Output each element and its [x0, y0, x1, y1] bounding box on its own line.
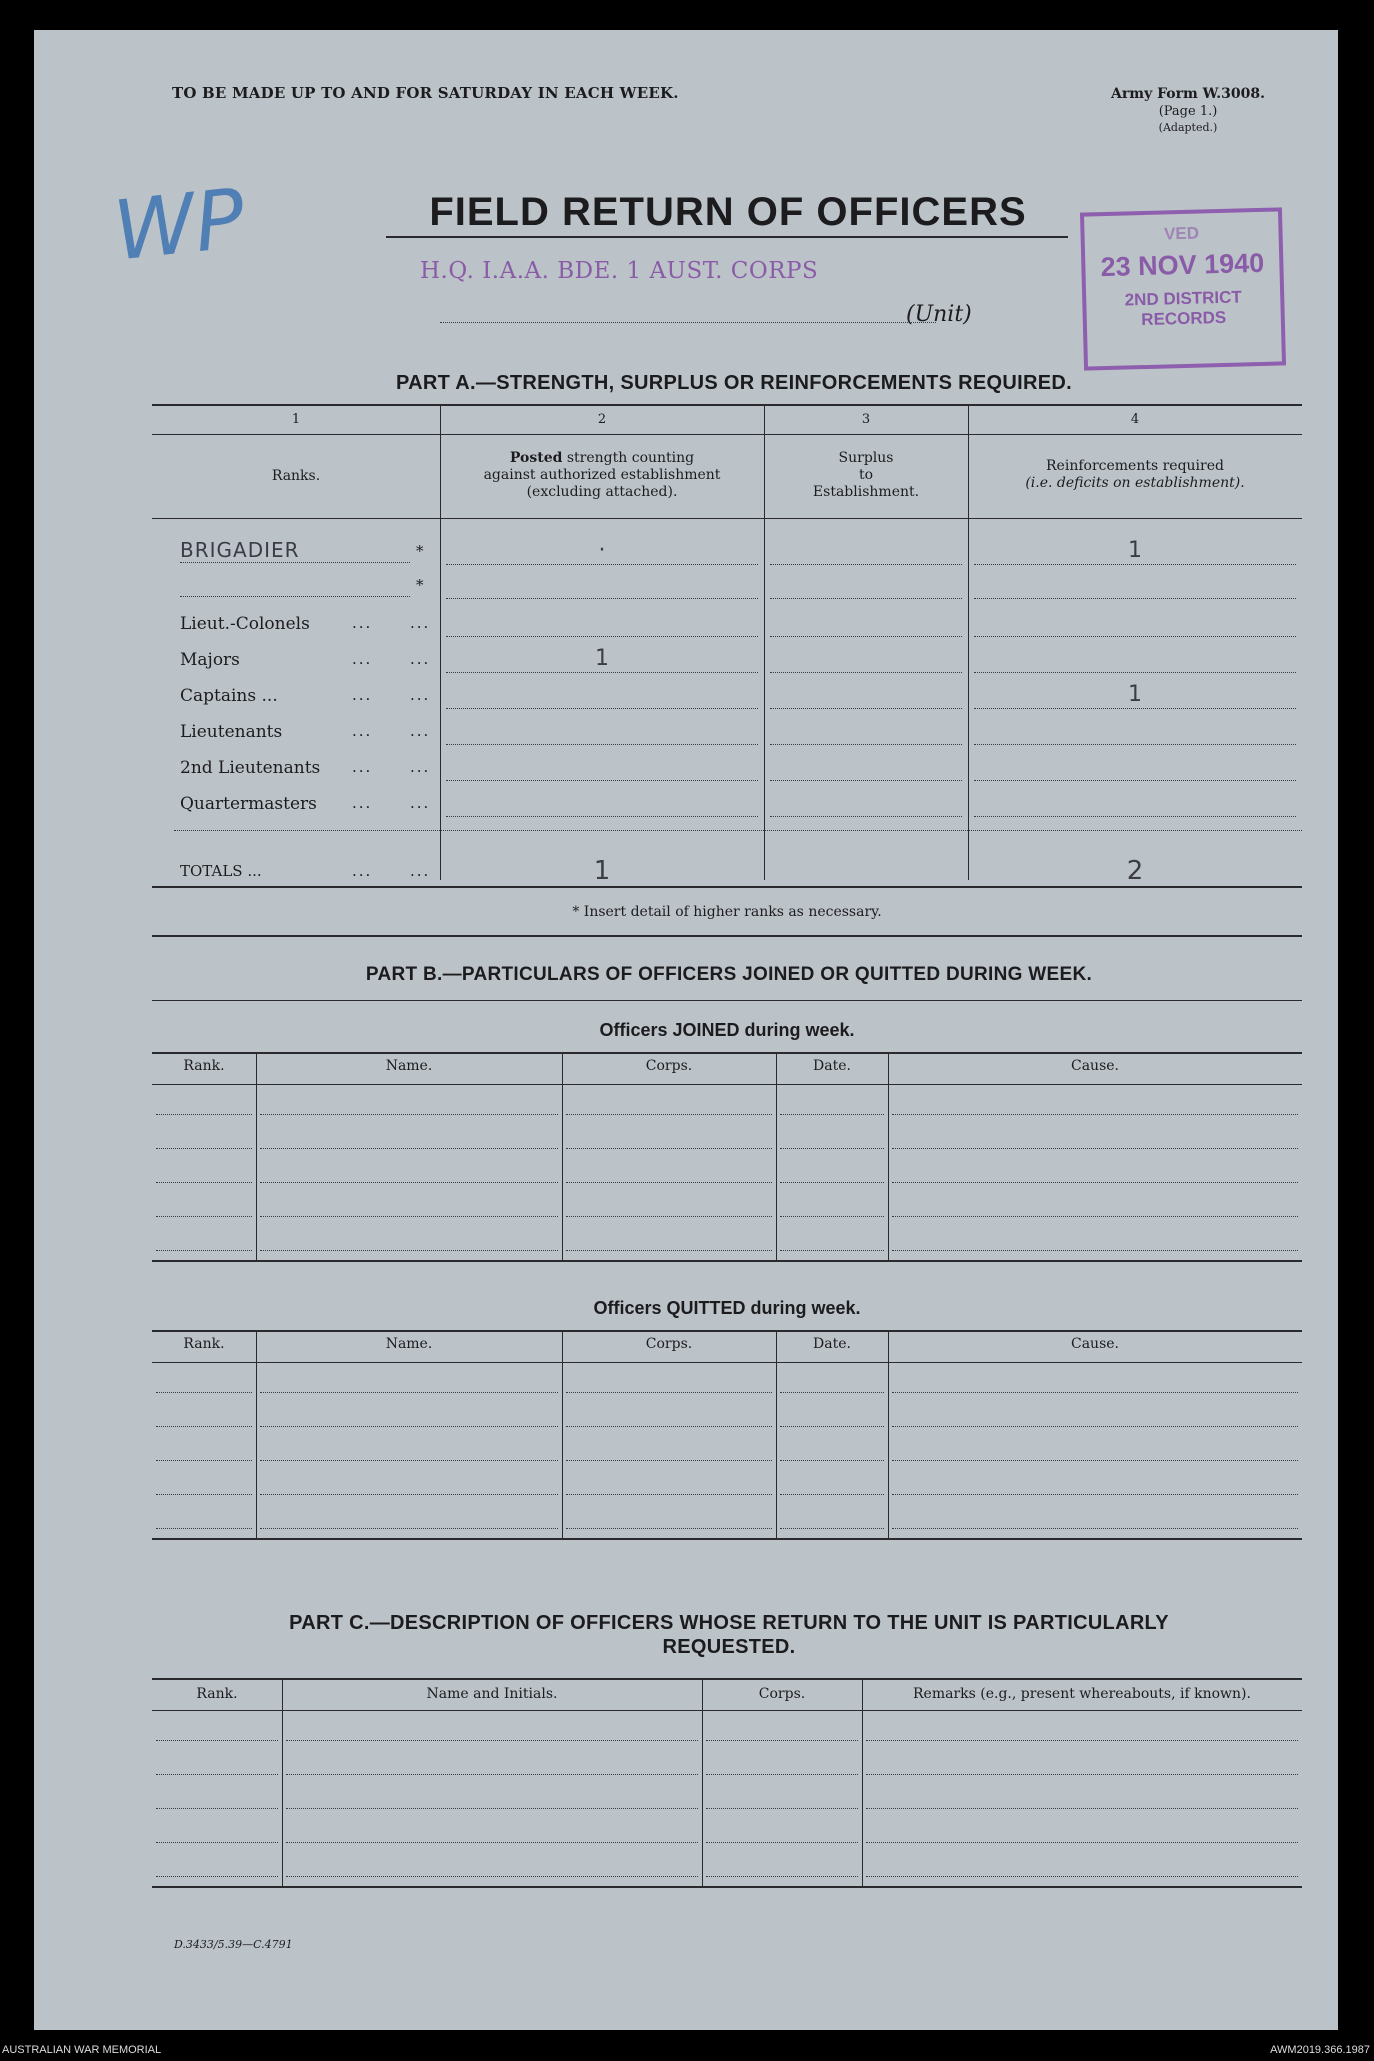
quitted-row-line: [780, 1392, 884, 1393]
rank-dots: ...: [352, 722, 373, 740]
row-cell-line: [446, 598, 758, 599]
quitted-row-line: [156, 1494, 252, 1495]
reinf-line2: (i.e. deficits on establishment).: [1025, 475, 1245, 491]
quitted-row-line: [156, 1392, 252, 1393]
row-cell-line: [974, 744, 1296, 745]
part-b-rule: [152, 1000, 1302, 1001]
divider-2: [764, 404, 765, 880]
handwritten-reinforcements: 1: [1128, 682, 1142, 707]
unit-stamp: H.Q. I.A.A. BDE. 1 AUST. CORPS: [420, 258, 819, 284]
rank-dots: ...: [352, 650, 373, 668]
quitted-row-line: [260, 1528, 558, 1529]
column-number-1: 1: [291, 412, 301, 427]
quitted-row-line: [260, 1392, 558, 1393]
rank-dots: ...: [410, 614, 431, 632]
row-cell-line: [770, 744, 962, 745]
part-c-row-line: [156, 1876, 278, 1877]
joined-row-line: [260, 1114, 558, 1115]
row-cell-line: [770, 780, 962, 781]
handwritten-initials: WP: [109, 171, 250, 280]
quitted-row-line: [566, 1528, 772, 1529]
row-cell-line: [770, 598, 962, 599]
row-cell-line: [974, 564, 1296, 565]
header-surplus: [764, 450, 968, 501]
part-c-row-line: [706, 1808, 858, 1809]
quitted-col-header: Corps.: [645, 1336, 693, 1352]
rank-dots: ...: [410, 650, 431, 668]
joined-row-line: [156, 1114, 252, 1115]
quitted-row-line: [892, 1494, 1298, 1495]
row-cell-line: [974, 636, 1296, 637]
part-c-row-line: [156, 1808, 278, 1809]
row-cell-line: [974, 672, 1296, 673]
quitted-row-line: [780, 1528, 884, 1529]
column-number-rule: [152, 434, 1302, 435]
rank-label: Quartermasters: [180, 794, 317, 814]
joined-bottom-rule: [152, 1260, 1302, 1262]
joined-row-line: [260, 1216, 558, 1217]
row-cell-line: [770, 672, 962, 673]
quitted-top-rule: [152, 1330, 1302, 1332]
joined-row-line: [156, 1216, 252, 1217]
joined-row-line: [892, 1114, 1298, 1115]
page-note: (Page 1.): [1158, 104, 1218, 119]
rank-dots: ...: [410, 722, 431, 740]
posted-bold: Posted: [509, 450, 563, 466]
handwritten-reinforcements: 1: [1128, 538, 1142, 563]
joined-row-line: [892, 1216, 1298, 1217]
joined-row-line: [260, 1250, 558, 1251]
row-cell-line: [974, 708, 1296, 709]
totals-dots: ...: [410, 862, 431, 880]
joined-row-line: [892, 1250, 1298, 1251]
stamp-date: 23 NOV 1940: [1100, 247, 1265, 283]
joined-header-rule: [152, 1084, 1302, 1085]
quitted-bottom-rule: [152, 1538, 1302, 1540]
joined-row-line: [156, 1250, 252, 1251]
header-rule: [152, 518, 1302, 519]
header-reinforcements: [968, 458, 1302, 492]
row-cell-line: [974, 598, 1296, 599]
part-b-heading: PART B.—PARTICULARS OF OFFICERS JOINED OR QUITTED DURING WEEK.: [365, 964, 1093, 985]
part-a-heading: PART A.—STRENGTH, SURPLUS OR REINFORCEMENTS REQUIRED.: [396, 372, 1072, 394]
part-c-row-line: [156, 1842, 278, 1843]
part-c-row-line: [706, 1774, 858, 1775]
rank-dots: ...: [410, 758, 431, 776]
row-cell-line: [770, 636, 962, 637]
joined-top-rule: [152, 1052, 1302, 1054]
quitted-row-line: [156, 1528, 252, 1529]
joined-row-line: [780, 1148, 884, 1149]
column-number-3: 3: [861, 412, 871, 427]
quitted-row-line: [260, 1494, 558, 1495]
row-cell-line: [446, 780, 758, 781]
part-c-heading-line2: REQUESTED.: [662, 1636, 796, 1658]
stamp-records: RECORDS: [1141, 307, 1227, 330]
quitted-col-header: Name.: [385, 1336, 433, 1352]
part-c-col-header: Name and Initials.: [426, 1686, 558, 1702]
quitted-row-line: [566, 1494, 772, 1495]
quitted-row-line: [780, 1494, 884, 1495]
rank-label: 2nd Lieutenants: [180, 758, 321, 778]
joined-row-line: [780, 1216, 884, 1217]
form-sheet: [34, 30, 1338, 2030]
rank-dots: ...: [410, 686, 431, 704]
row-cell-line: [446, 744, 758, 745]
totals-rule: [174, 830, 1302, 831]
part-c-col-header: Remarks (e.g., present whereabouts, if known).: [913, 1686, 1251, 1702]
quitted-col-header: Date.: [813, 1336, 851, 1352]
part-c-row-line: [286, 1740, 698, 1741]
row-cell-line: [770, 816, 962, 817]
part-c-col-header: Rank.: [196, 1686, 238, 1702]
divider-1: [440, 404, 441, 880]
quitted-col-header: Rank.: [183, 1336, 225, 1352]
part-c-row-line: [706, 1876, 858, 1877]
row-cell-line: [770, 708, 962, 709]
quitted-row-line: [260, 1426, 558, 1427]
quitted-row-line: [780, 1426, 884, 1427]
row-cell-line: [770, 564, 962, 565]
footer-accession: AWM2019.366.1987: [1270, 2044, 1370, 2056]
rank-dots: ...: [352, 758, 373, 776]
title-underline: [386, 236, 1068, 238]
rank-marker: *: [416, 576, 424, 594]
part-c-heading-line1: PART C.—DESCRIPTION OF OFFICERS WHOSE RETURN TO THE UNIT IS PARTICULARLY: [289, 1612, 1169, 1634]
unit-label: (Unit): [906, 302, 972, 327]
part-c-bottom-rule: [152, 1886, 1302, 1888]
part-c-row-line: [156, 1740, 278, 1741]
form-title: FIELD RETURN OF OFFICERS: [429, 190, 1027, 234]
unit-line: [440, 322, 936, 323]
rank-label: Lieut.-Colonels: [180, 614, 310, 634]
part-c-row-line: [866, 1808, 1298, 1809]
surplus-line3: Establishment.: [812, 484, 920, 500]
rank-blank-line: [180, 596, 410, 597]
joined-row-line: [566, 1114, 772, 1115]
joined-row-line: [892, 1182, 1298, 1183]
joined-title: Officers JOINED during week.: [599, 1020, 855, 1040]
quitted-col-header: Cause.: [1071, 1336, 1119, 1352]
rank-dots: ...: [352, 794, 373, 812]
rank-label: Majors: [180, 650, 240, 670]
part-c-col-header: Corps.: [758, 1686, 806, 1702]
quitted-title: Officers QUITTED during week.: [593, 1298, 861, 1318]
handwritten-posted: ·: [598, 538, 606, 563]
footnote: * Insert detail of higher ranks as necessary.: [572, 904, 882, 920]
row-cell-line: [446, 636, 758, 637]
stamp-district: 2ND DISTRICT: [1124, 287, 1243, 310]
part-c-row-line: [286, 1808, 698, 1809]
header-posted: [440, 450, 764, 501]
part-a-top-rule: [152, 404, 1302, 406]
quitted-row-line: [892, 1528, 1298, 1529]
rank-label: Lieutenants: [180, 722, 283, 742]
part-c-row-line: [706, 1740, 858, 1741]
part-a-end-rule: [152, 935, 1302, 937]
totals-dots: ...: [352, 862, 373, 880]
part-c-row-line: [866, 1842, 1298, 1843]
adapted-note: (Adapted.): [1158, 121, 1218, 134]
part-c-row-line: [156, 1774, 278, 1775]
rank-label: BRIGADIER: [180, 538, 300, 562]
joined-row-line: [260, 1148, 558, 1149]
column-number-4: 4: [1130, 412, 1140, 427]
stamp-line1: VED: [1163, 223, 1200, 244]
joined-row-line: [780, 1250, 884, 1251]
joined-col-header: Date.: [813, 1058, 851, 1074]
part-c-top-rule: [152, 1678, 1302, 1680]
quitted-row-line: [892, 1460, 1298, 1461]
row-cell-line: [974, 780, 1296, 781]
joined-row-line: [260, 1182, 558, 1183]
posted-line3: (excluding attached).: [526, 484, 678, 500]
rank-dots: ...: [352, 614, 373, 632]
quitted-row-line: [156, 1426, 252, 1427]
part-c-row-line: [286, 1774, 698, 1775]
joined-col-header: Cause.: [1071, 1058, 1119, 1074]
part-c-row-line: [866, 1774, 1298, 1775]
joined-row-line: [566, 1216, 772, 1217]
footer-institution: AUSTRALIAN WAR MEMORIAL: [2, 2044, 162, 2056]
header-ranks: Ranks.: [271, 468, 321, 484]
quitted-row-line: [566, 1460, 772, 1461]
part-c-header-rule: [152, 1710, 1302, 1711]
row-cell-line: [974, 816, 1296, 817]
reinf-line1: Reinforcements required: [1046, 458, 1224, 474]
joined-row-line: [566, 1182, 772, 1183]
joined-col-header: Corps.: [645, 1058, 693, 1074]
quitted-row-line: [892, 1426, 1298, 1427]
part-a-bottom-rule: [152, 886, 1302, 888]
joined-col-header: Rank.: [183, 1058, 225, 1074]
column-number-2: 2: [597, 412, 607, 427]
rank-label: Captains ...: [180, 686, 278, 706]
joined-row-line: [156, 1182, 252, 1183]
rank-dots: ...: [410, 794, 431, 812]
part-c-row-line: [866, 1740, 1298, 1741]
part-c-row-line: [286, 1876, 698, 1877]
quitted-header-rule: [152, 1362, 1302, 1363]
joined-row-line: [156, 1148, 252, 1149]
posted-line2: against authorized establishment: [483, 467, 721, 483]
surplus-line1: Surplus: [838, 450, 894, 466]
part-c-row-line: [866, 1876, 1298, 1877]
joined-row-line: [780, 1114, 884, 1115]
joined-col-header: Name.: [385, 1058, 433, 1074]
received-stamp: [1080, 207, 1286, 370]
rank-dots: ...: [352, 686, 373, 704]
joined-row-line: [780, 1182, 884, 1183]
total-reinforcements: 2: [1126, 856, 1144, 886]
joined-row-line: [566, 1250, 772, 1251]
part-c-row-line: [286, 1842, 698, 1843]
form-id: Army Form W.3008.: [1111, 86, 1265, 102]
row-cell-line: [446, 816, 758, 817]
row-cell-line: [446, 672, 758, 673]
rank-blank-line: [180, 562, 410, 563]
quitted-row-line: [566, 1426, 772, 1427]
quitted-row-line: [156, 1460, 252, 1461]
posted-line1: strength counting: [566, 450, 695, 466]
handwritten-posted: 1: [595, 646, 609, 671]
printer-code: D.3433/5.39—C.4791: [174, 1938, 293, 1951]
quitted-row-line: [566, 1392, 772, 1393]
surplus-line2: to: [858, 467, 874, 483]
quitted-row-line: [780, 1460, 884, 1461]
part-c-row-line: [706, 1842, 858, 1843]
divider-3: [968, 404, 969, 880]
joined-row-line: [892, 1148, 1298, 1149]
row-cell-line: [446, 564, 758, 565]
row-cell-line: [446, 708, 758, 709]
rank-marker: *: [416, 542, 424, 560]
totals-label: TOTALS ...: [180, 862, 262, 880]
quitted-row-line: [260, 1460, 558, 1461]
weekly-instruction: TO BE MADE UP TO AND FOR SATURDAY IN EACH WEEK.: [172, 84, 679, 102]
quitted-row-line: [892, 1392, 1298, 1393]
joined-row-line: [566, 1148, 772, 1149]
total-posted: 1: [593, 856, 611, 886]
